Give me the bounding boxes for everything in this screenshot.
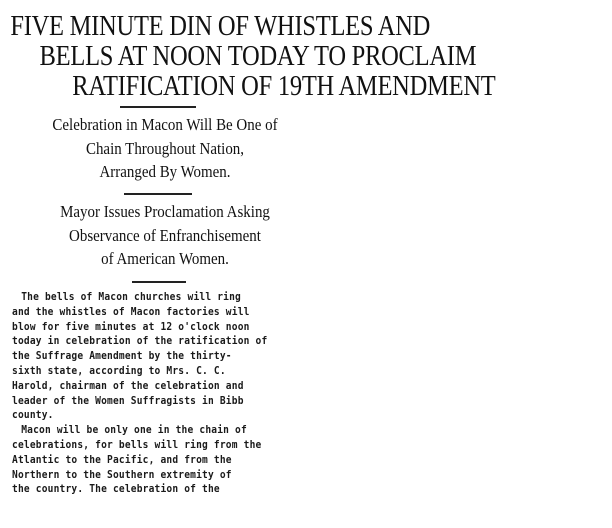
article-body-line: Atlantic to the Pacific, and from the	[12, 453, 232, 466]
deck-celebration-line-3: Arranged By Women.	[99, 162, 231, 181]
article-body-line: the country. The celebration of the	[12, 483, 220, 496]
article-body-line: county.	[12, 409, 54, 422]
article-body	[12, 290, 332, 497]
deck-celebration-line-2: Chain Throughout Nation,	[85, 138, 245, 158]
article-body-line: and the whistles of Macon factories will	[12, 305, 250, 318]
deck-proclamation	[0, 200, 330, 271]
article-body-line: Harold, chairman of the celebration and	[12, 379, 244, 392]
headline-line-3: RATIFICATION OF 19TH AMENDMENT	[72, 71, 496, 102]
article-body-line: today in celebration of the ratification of	[12, 335, 268, 348]
body-rule	[132, 281, 186, 283]
article-body-line: the Suffrage Amendment by the thirty-	[12, 350, 232, 363]
article-body-line: celebrations, for bells will ring from the	[12, 438, 262, 451]
headline-line-1: FIVE MINUTE DIN OF WHISTLES AND	[10, 11, 431, 42]
article-body-line: leader of the Women Suffragists in Bibb	[12, 394, 244, 407]
deck-celebration-line-1: Celebration in Macon Will Be One of	[52, 115, 278, 134]
deck-proclamation-line-2: Observance of Enfranchisement	[69, 225, 261, 245]
article-body-line: Macon will be only one in the chain of	[21, 424, 247, 437]
deck-celebration	[0, 113, 330, 184]
article-body-line: Northern to the Southern extremity of	[12, 468, 232, 481]
article-body-line: sixth state, according to Mrs. C. C.	[12, 364, 226, 377]
deck-proclamation-line-1: Mayor Issues Proclamation Asking	[60, 202, 270, 221]
headline	[0, 12, 526, 102]
article-body-line: blow for five minutes at 12 o'clock noon	[12, 320, 250, 333]
headline-rule	[120, 106, 196, 108]
article-body-line: The bells of Macon churches will ring	[21, 291, 241, 303]
headline-line-2: BELLS AT NOON TODAY TO PROCLAIM	[39, 41, 477, 72]
deck-rule	[124, 193, 192, 195]
deck-proclamation-line-3: of American Women.	[101, 249, 229, 268]
